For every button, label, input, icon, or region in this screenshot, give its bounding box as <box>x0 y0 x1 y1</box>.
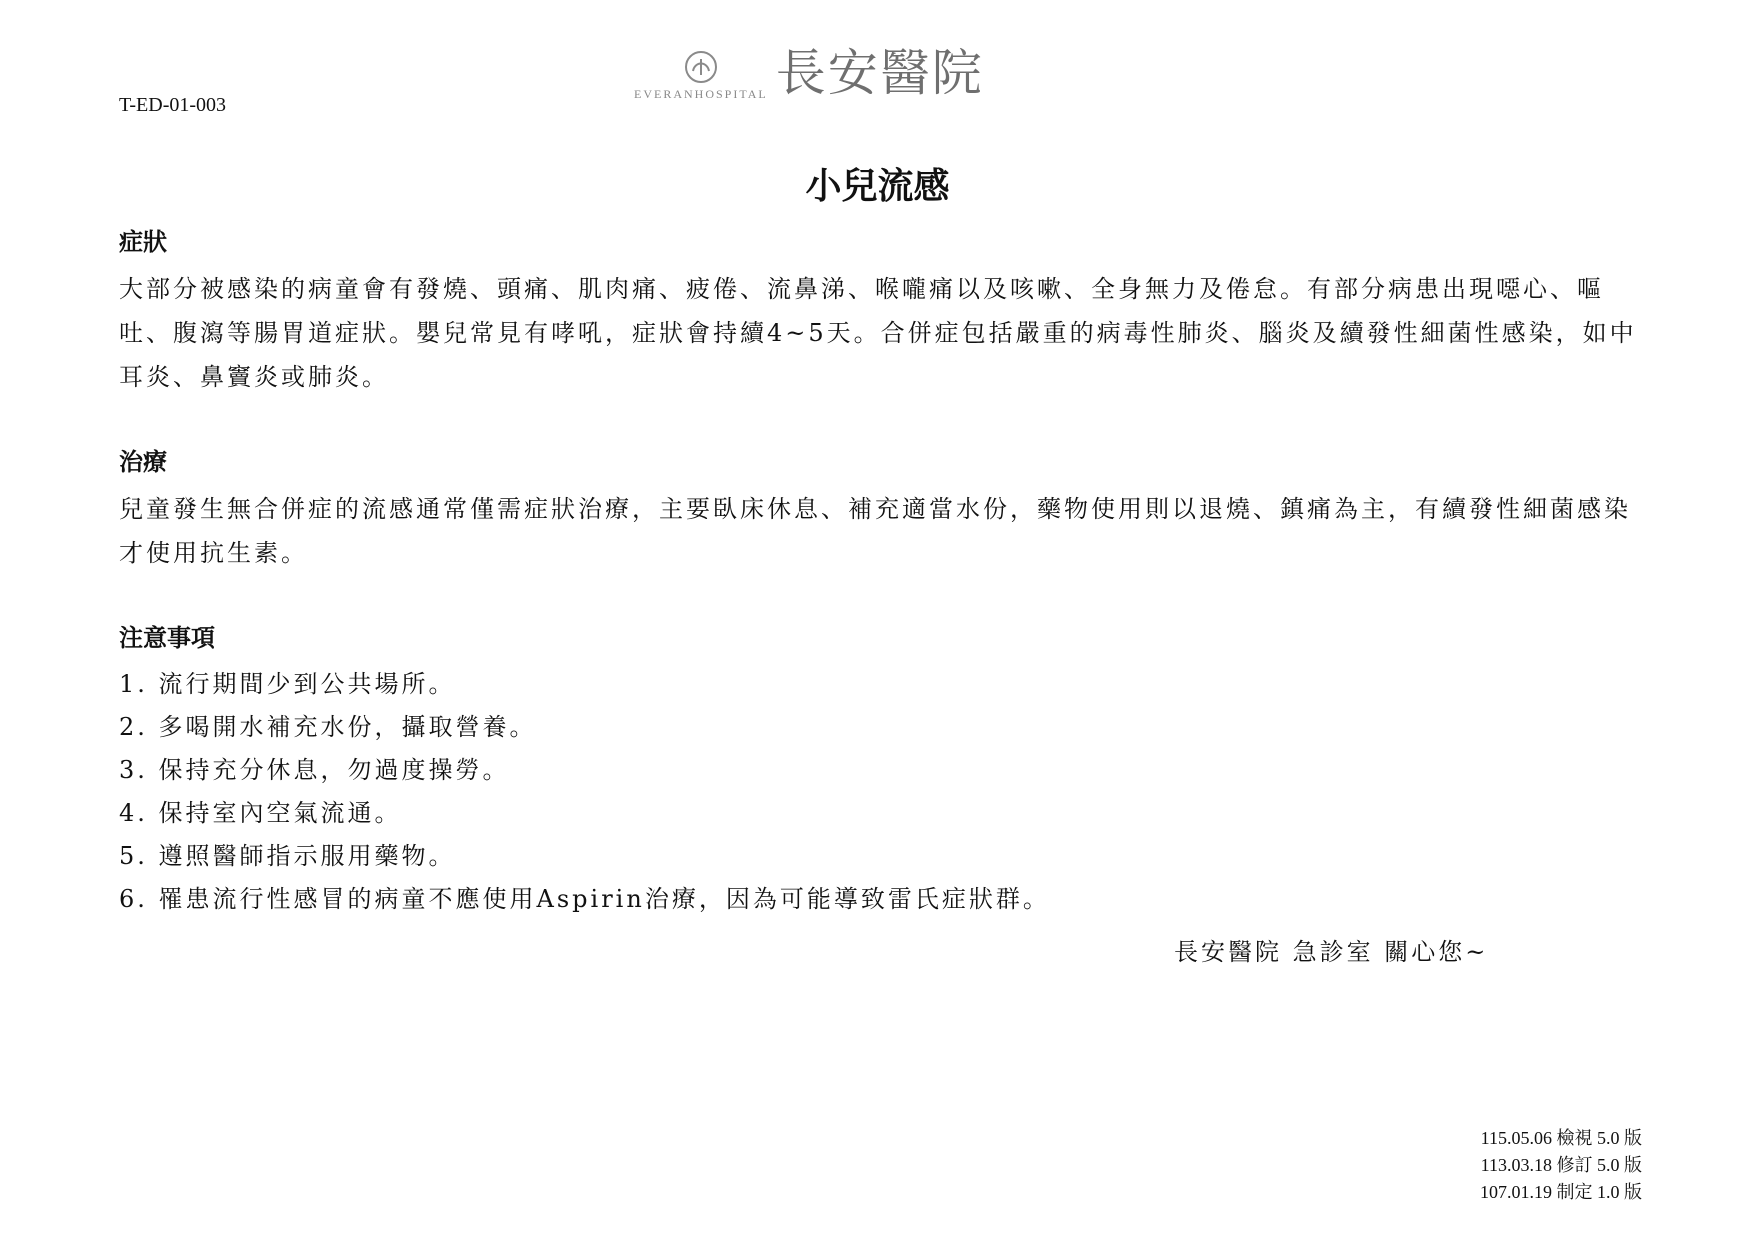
treatment-heading: 治療 <box>119 448 167 476</box>
page-title: 小兒流感 <box>805 166 950 207</box>
logo-english-name: EVERANHOSPITAL <box>634 87 768 101</box>
symptoms-text: 大部分被感染的病童會有發燒、頭痛、肌肉痛、疲倦、流鼻涕、喉嚨痛以及咳嗽、全身無力及倦怠。有部分病患出現噁心、嘔吐、腹瀉等腸胃道症狀。嬰兒常見有哮吼，症狀會持續4~5天。合併症包括嚴重的病毒性肺炎、腦炎及續發性細菌性感染，如中耳炎、鼻竇炎或肺炎。 <box>119 275 1637 391</box>
treatment-text: 兒童發生無合併症的流感通常僅需症狀治療，主要臥床休息、補充適當水份，藥物使用則以退燒、鎮痛為主，有續發性細菌感染才使用抗生素。 <box>119 495 1631 567</box>
list-item: 6. 罹患流行性感冒的病童不應使用Aspirin治療，因為可能導致雷氏症狀群。 <box>119 885 1050 913</box>
logo-chinese-name: 長安醫院 <box>775 44 984 102</box>
document-code: T-ED-01-003 <box>119 94 227 116</box>
symptoms-section <box>119 222 1647 399</box>
list-item: 5. 遵照醫師指示服用藥物。 <box>119 842 456 870</box>
hospital-logo <box>634 44 984 102</box>
emblem-icon <box>681 47 721 87</box>
version-line: 115.05.06 檢視 5.0 版 <box>1480 1128 1642 1148</box>
symptoms-heading: 症狀 <box>119 228 167 256</box>
list-item: 1. 流行期間少到公共場所。 <box>119 670 456 698</box>
version-history <box>1480 1125 1642 1206</box>
notes-list <box>119 663 1647 921</box>
closing-remark: 長安醫院 急診室 關心您~ <box>1174 938 1489 966</box>
logo-emblem <box>634 47 768 102</box>
version-line: 113.03.18 修訂 5.0 版 <box>1480 1155 1642 1175</box>
notes-section <box>119 618 1647 921</box>
list-item: 2. 多喝開水補充水份，攝取營養。 <box>119 713 537 741</box>
treatment-section <box>119 442 1647 575</box>
list-item: 4. 保持室內空氣流通。 <box>119 799 402 827</box>
version-line: 107.01.19 制定 1.0 版 <box>1480 1182 1642 1202</box>
list-item: 3. 保持充分休息，勿過度操勞。 <box>119 756 510 784</box>
notes-heading: 注意事項 <box>119 624 215 652</box>
